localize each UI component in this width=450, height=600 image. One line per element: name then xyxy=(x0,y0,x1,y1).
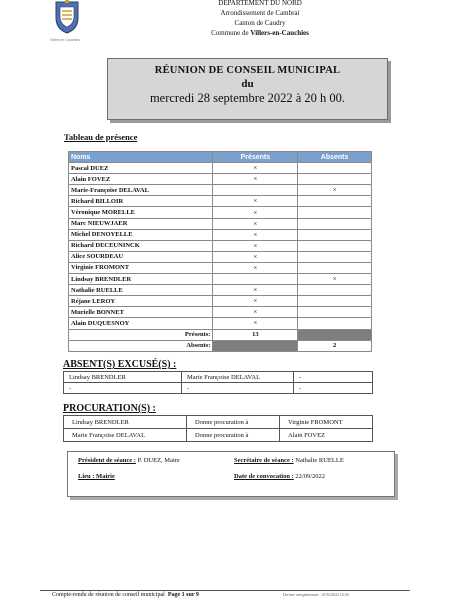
excuses-row xyxy=(64,372,373,383)
presence-row xyxy=(69,251,372,262)
procuration-receiver: Virginie FROMONT xyxy=(280,416,373,429)
present-mark xyxy=(213,274,298,285)
present-mark: × xyxy=(213,174,298,185)
convocation-field xyxy=(234,473,325,480)
presence-table-body xyxy=(69,163,372,329)
member-name: Nathalie RUELLE xyxy=(69,285,213,296)
header-present: Présents xyxy=(213,152,298,163)
president-value: P. DUEZ, Maire xyxy=(135,457,180,464)
presence-row xyxy=(69,274,372,285)
presence-header-row xyxy=(69,152,372,163)
session-officers-box xyxy=(67,451,395,497)
excuses-cell: - xyxy=(64,383,182,394)
commune-heading xyxy=(150,29,370,38)
absent-mark: × xyxy=(298,274,372,285)
present-mark: × xyxy=(213,240,298,251)
meeting-du: du xyxy=(241,78,254,90)
presence-table xyxy=(68,151,372,352)
convocation-label: Date de convocation : xyxy=(234,473,294,480)
member-name: Alice SOURDEAU xyxy=(69,251,213,262)
crest-caption: Villers en Cauchies xyxy=(50,38,80,42)
absent-mark xyxy=(298,218,372,229)
footer-divider xyxy=(40,590,410,591)
present-mark: × xyxy=(213,163,298,174)
absent-total-label: Absents: xyxy=(69,340,213,351)
member-name: Alain DUQUESNOY xyxy=(69,318,213,329)
present-mark: × xyxy=(213,262,298,273)
president-label: Président de séance : xyxy=(78,457,136,464)
present-total-label: Présents: xyxy=(69,329,213,340)
presence-section-title: Tableau de présence xyxy=(64,132,138,142)
presence-row xyxy=(69,296,372,307)
procurations-section-title: PROCURATION(S) : xyxy=(63,403,156,414)
absent-mark xyxy=(298,207,372,218)
absent-mark xyxy=(298,251,372,262)
present-mark: × xyxy=(213,207,298,218)
presence-row xyxy=(69,218,372,229)
meeting-title-box xyxy=(107,58,388,120)
absent-mark xyxy=(298,196,372,207)
footer-last-saved: Dernier enregistrement : 03/10/2022 16:50 xyxy=(283,593,349,597)
meeting-title: RÉUNION DE CONSEIL MUNICIPAL xyxy=(154,65,341,76)
absent-mark xyxy=(298,240,372,251)
arrondissement-heading: Arrondissement de Cambrai xyxy=(220,9,300,17)
convocation-value: 22/09/2022 xyxy=(293,473,326,480)
excuses-cell: Lindsay BRENDLER xyxy=(64,372,182,383)
present-total-row xyxy=(69,329,372,340)
member-name: Lindsay BRENDLER xyxy=(69,274,213,285)
place-field xyxy=(78,473,115,480)
footer-doc-title xyxy=(52,592,199,598)
member-name: Marc NIEUWJAER xyxy=(69,218,213,229)
excuses-cell: - xyxy=(294,383,373,394)
excuses-cell: - xyxy=(294,372,373,383)
presence-row xyxy=(69,207,372,218)
absent-mark xyxy=(298,285,372,296)
commune-name: Villers-en-Cauchies xyxy=(250,29,309,37)
absent-mark: × xyxy=(298,185,372,196)
header-absent: Absents xyxy=(298,152,372,163)
absent-mark xyxy=(298,229,372,240)
procurations-table xyxy=(63,415,373,442)
procuration-verb: Donne procuration à xyxy=(187,429,280,442)
secretary-label: Secrétaire de séance : xyxy=(234,457,294,464)
excuses-section-title: ABSENT(S) EXCUSÉ(S) : xyxy=(63,359,177,370)
procuration-verb: Donne procuration à xyxy=(187,416,280,429)
presence-row xyxy=(69,262,372,273)
procuration-giver: Lindsay BRENDLER xyxy=(64,416,187,429)
commune-crest xyxy=(54,0,80,34)
excuses-row xyxy=(64,383,373,394)
member-name: Michel DENOYELLE xyxy=(69,229,213,240)
absent-total-count: 2 xyxy=(298,340,372,351)
presence-row xyxy=(69,174,372,185)
presence-row xyxy=(69,307,372,318)
place-label: Lieu : Mairie xyxy=(78,473,115,480)
procuration-row xyxy=(64,416,373,429)
presence-row xyxy=(69,318,372,329)
present-total-filler xyxy=(298,329,372,340)
absent-total-filler xyxy=(213,340,298,351)
present-mark: × xyxy=(213,307,298,318)
canton-heading: Canton de Caudry xyxy=(234,19,286,27)
footer-page-number: Page 1 sur 9 xyxy=(167,592,199,598)
absent-total-row xyxy=(69,340,372,351)
footer-doc-name: Compte-rendu de réunion de conseil municipal xyxy=(52,592,165,598)
present-total-count: 13 xyxy=(213,329,298,340)
presence-row xyxy=(69,196,372,207)
department-heading: DEPARTEMENT DU NORD xyxy=(218,0,302,7)
presence-row xyxy=(69,163,372,174)
member-name: Richard BILLOIR xyxy=(69,196,213,207)
procuration-receiver: Alain FOVEZ xyxy=(280,429,373,442)
member-name: Alain FOVEZ xyxy=(69,174,213,185)
present-mark xyxy=(213,185,298,196)
presence-row xyxy=(69,229,372,240)
presence-row xyxy=(69,240,372,251)
absent-mark xyxy=(298,296,372,307)
present-mark: × xyxy=(213,218,298,229)
header-names: Noms xyxy=(69,152,213,163)
secretary-field xyxy=(234,457,344,464)
president-field xyxy=(78,457,180,464)
procuration-giver: Marie Françoise DELAVAL xyxy=(64,429,187,442)
member-name: Réjane LEROY xyxy=(69,296,213,307)
excuses-cell: Marie Françoise DELAVAL xyxy=(182,372,294,383)
excuses-cell: - xyxy=(182,383,294,394)
commune-prefix: Commune de xyxy=(211,29,251,37)
member-name: Virginie FROMONT xyxy=(69,262,213,273)
member-name: Murielle BONNET xyxy=(69,307,213,318)
present-mark: × xyxy=(213,229,298,240)
member-name: Richard DECEUNINCK xyxy=(69,240,213,251)
secretary-value: Nathalie RUELLE xyxy=(293,457,344,464)
member-name: Pascal DUEZ xyxy=(69,163,213,174)
present-mark: × xyxy=(213,285,298,296)
member-name: Marie-Françoise DELAVAL xyxy=(69,185,213,196)
meeting-date: mercredi 28 septembre 2022 à 20 h 00. xyxy=(149,91,346,105)
absent-mark xyxy=(298,174,372,185)
presence-row xyxy=(69,185,372,196)
excuses-table xyxy=(63,371,373,394)
absent-mark xyxy=(298,262,372,273)
present-mark: × xyxy=(213,296,298,307)
member-name: Véronique MORELLE xyxy=(69,207,213,218)
procuration-row xyxy=(64,429,373,442)
absent-mark xyxy=(298,307,372,318)
present-mark: × xyxy=(213,251,298,262)
presence-row xyxy=(69,285,372,296)
absent-mark xyxy=(298,318,372,329)
present-mark: × xyxy=(213,318,298,329)
present-mark: × xyxy=(213,196,298,207)
absent-mark xyxy=(298,163,372,174)
